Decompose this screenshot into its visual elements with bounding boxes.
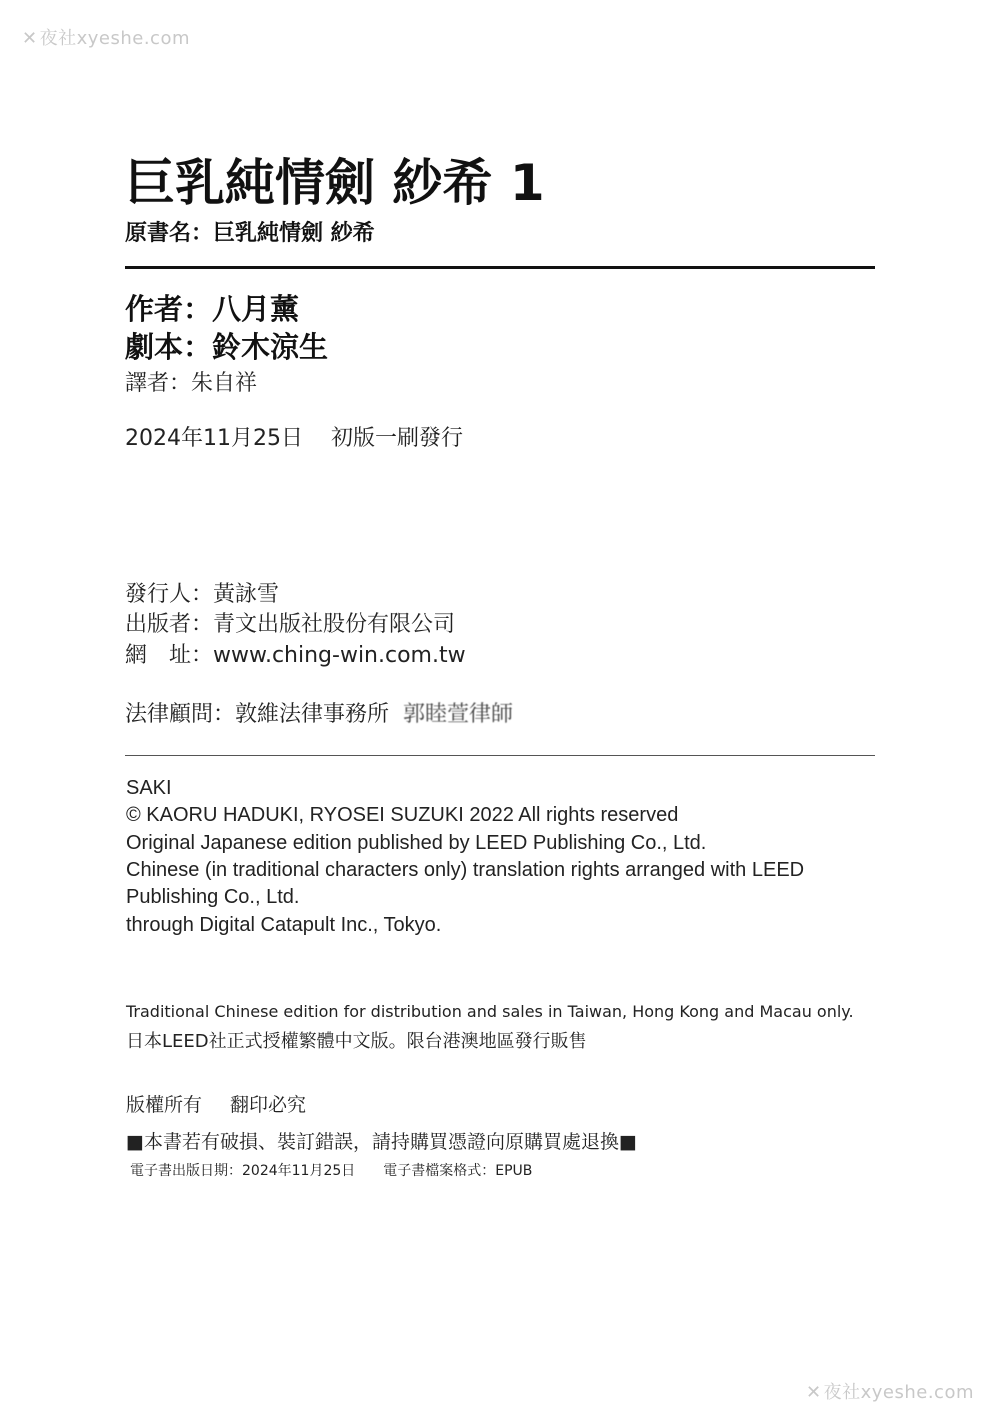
legal-advisor <box>125 697 513 728</box>
watermark-bottom: ✕ 夜社xyeshe.com <box>806 1382 974 1403</box>
return-notice: ■本書若有破損、裝訂錯誤，請持購買憑證向原購買處退換■ <box>126 1131 637 1153</box>
lawyer-name: 郭睦萱律師 <box>403 702 514 727</box>
copyright-line: Chinese (in traditional characters only) translation rights arranged with LEED <box>126 859 805 881</box>
divider-thick <box>125 266 875 269</box>
distribution-english: Traditional Chinese edition for distribution and sales in Taiwan, Hong Kong and Macau only. <box>126 1002 854 1021</box>
copyright-line: SAKI <box>126 777 172 799</box>
copyright-line: Publishing Co., Ltd. <box>126 886 300 908</box>
original-title: 原書名：巨乳純情劍 紗希 <box>125 221 375 246</box>
no-copy: 翻印必究 <box>230 1094 307 1116</box>
release-edition: 初版一刷發行 <box>330 426 463 451</box>
all-rights: 版權所有 <box>126 1094 203 1116</box>
x-logo-icon: ✕ <box>806 1382 822 1403</box>
copyright-line: through Digital Catapult Inc., Tokyo. <box>126 914 442 936</box>
publisher: 出版者：青文出版社股份有限公司 <box>125 612 456 637</box>
script-credit: 劇本：鈴木涼生 <box>125 330 329 364</box>
website: 網 址：www.ching-win.com.tw <box>125 643 466 668</box>
release-line <box>125 421 463 452</box>
divider-thin <box>125 755 875 756</box>
watermark-top: ✕ 夜社xyeshe.com <box>22 28 190 49</box>
author-credit: 作者：八月薰 <box>125 292 300 326</box>
rights-line <box>126 1090 306 1117</box>
book-title: 巨乳純情劍 紗希 1 <box>125 154 545 212</box>
translator-credit: 譯者：朱自祥 <box>125 371 258 396</box>
release-date: 2024年11月25日 <box>125 426 303 451</box>
ebook-format: 電子書檔案格式：EPUB <box>383 1163 533 1179</box>
ebook-info <box>130 1160 532 1180</box>
distribution-chinese: 日本LEED社正式授權繁體中文版。限台港澳地區發行販售 <box>126 1031 587 1052</box>
x-logo-icon: ✕ <box>22 28 38 49</box>
copyright-line: © KAORU HADUKI, RYOSEI SUZUKI 2022 All rights reserved <box>126 804 679 826</box>
copyright-line: Original Japanese edition published by LEED Publishing Co., Ltd. <box>126 832 707 854</box>
legal-label: 法律顧問：敦維法律事務所 <box>125 702 390 727</box>
ebook-date: 電子書出版日期：2024年11月25日 <box>130 1163 356 1179</box>
issuer: 發行人：黃詠雪 <box>125 582 280 607</box>
